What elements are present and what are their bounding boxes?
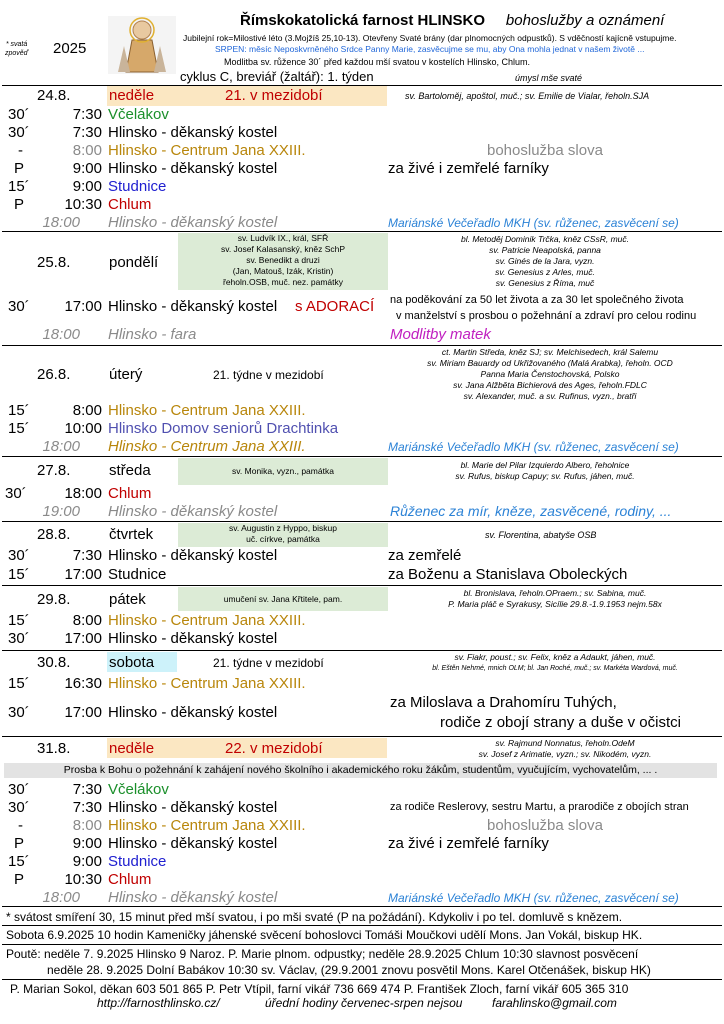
date: 28.8.: [37, 526, 71, 543]
place: Hlinsko - děkanský kostel: [108, 835, 278, 852]
place: Hlinsko - děkanský kostel: [108, 547, 278, 564]
place: Hlinsko - děkanský kostel: [108, 889, 278, 906]
place: Hlinsko - děkanský kostel: [108, 630, 278, 647]
intent: Mariánské Večeřadlo MKH (sv. růženec, zasvěcení se): [388, 440, 679, 454]
weekday: čtvrtek: [109, 526, 154, 543]
date: 26.8.: [37, 366, 71, 383]
saints: sv. Bartoloměj, apoštol, muč.; sv. Emilie de Vialar, řeholn.SJA: [405, 91, 650, 101]
place: Včelákov: [108, 781, 169, 798]
saints: sv. Florentina, abatyše OSB: [485, 530, 597, 540]
liturgy: 21. týdne v mezidobí: [213, 656, 324, 670]
time: 9:00: [72, 835, 102, 852]
minutes: 15´: [8, 853, 30, 870]
time: 18:00: [42, 214, 80, 231]
time: 18:00: [42, 326, 80, 343]
time: 17:00: [64, 630, 102, 647]
place: Hlinsko - fara: [108, 326, 197, 343]
minutes: 30´: [8, 124, 30, 141]
place: Hlinsko - Centrum Jana XXIII.: [108, 675, 306, 692]
page-title: Římskokatolická farnost HLINSKO bohoslužby a oznámení: [240, 12, 665, 29]
minutes: P: [14, 160, 25, 177]
office-hours: úřední hodiny červenec-srpen nejsou: [265, 996, 463, 1010]
time: 18:00: [42, 438, 80, 455]
umysl-label: úmysl mše svaté: [515, 73, 583, 83]
time: 18:00: [42, 889, 80, 906]
place: Hlinsko Domov seniorů Drachtinka: [108, 420, 339, 437]
minutes: 30´: [8, 106, 30, 123]
time: 7:30: [72, 124, 102, 141]
saints: sv. Fiakr, poust.; sv. Felix, kněz a Adaukt, jáhen, muč. bl. Eštěn Nehmé, mnich OLM; bl. Jan Roché, muč.; sv. Markéta Wardová, muč.: [432, 652, 678, 672]
cyklus: cyklus C, breviář (žaltář): 1. týden: [180, 69, 374, 84]
weekday: neděle: [109, 87, 155, 104]
minutes: 15´: [8, 402, 30, 419]
intent: na poděkování za 50 let života a za 30 let společného života: [390, 294, 684, 306]
jubilee-note: Jubilejní rok=Milostivé léto (3.Mojžíš 25,10-13). Otevřeny Svaté brány (dar plnomocných odpustků). S vděčností kajícně vstupujme.: [183, 33, 677, 43]
place: Včelákov: [108, 106, 169, 123]
date: 31.8.: [37, 740, 71, 757]
intent: za Miloslava a Drahomíru Tuhých,: [390, 694, 617, 711]
place: Hlinsko - děkanský kostel: [108, 124, 278, 141]
place: Studnice: [108, 178, 167, 195]
date: 24.8.: [37, 87, 71, 104]
date: 29.8.: [37, 591, 71, 608]
intent: za živé i zemřelé farníky: [388, 160, 549, 177]
intent: za Boženu a Stanislava Oboleckých: [388, 566, 628, 583]
liturgy: 22. v mezidobí: [225, 740, 323, 757]
pilgrimage-info-2: neděle 28. 9.2025 Dolní Babákov 10:30 sv. Václav, (29.9.2001 znovu posvětil Mons. Karel Otčenášek, biskup HK): [47, 963, 651, 977]
intent: Modlitby matek: [390, 326, 491, 343]
minutes: 30´: [8, 298, 30, 315]
saints: bl. Bronislava, řeholn.OPraem.; sv. Sabina, muč. P. Maria pláč e Syrakusy, Sicílie 29.8.-1.9.1953 nejm.58x: [448, 588, 662, 609]
time: 9:00: [72, 853, 102, 870]
intent: Růženec za mír, kněze, zasvěcené, rodiny, ...: [390, 503, 672, 519]
madonna-picture: [108, 16, 176, 74]
time: 7:30: [72, 547, 102, 564]
email-link[interactable]: farahlinsko@gmail.com: [492, 996, 617, 1010]
intent: za rodiče Reslerovy, sestru Martu, a prarodiče z obojích stran: [390, 801, 689, 813]
date: 25.8.: [37, 254, 71, 271]
contacts: P. Marian Sokol, děkan 603 501 865 P. Petr Vtípil, farní vikář 736 669 474 P. František Zloch, farní vikář 605 365 310: [10, 982, 629, 996]
intent: za živé i zemřelé farníky: [388, 835, 549, 852]
year: 2025: [53, 40, 87, 57]
place: Hlinsko - Centrum Jana XXIII.: [108, 402, 306, 419]
time: 8:00: [72, 402, 102, 419]
place: Studnice: [108, 853, 167, 870]
school-year-banner: Prosba k Bohu o požehnání k zahájení nového školního i akademického roku žákům, studentům, vyučujícím, vychovatelům, ... .: [4, 763, 717, 778]
time: 16:30: [64, 675, 102, 692]
time: 7:30: [72, 106, 102, 123]
intent: bohoslužba slova: [487, 817, 603, 834]
place: Chlum: [108, 485, 152, 502]
minutes: 15´: [8, 420, 30, 437]
intent: Mariánské Večeřadlo MKH (sv. růženec, zasvěcení se): [388, 216, 679, 230]
place: Hlinsko - děkanský kostel: [108, 503, 278, 520]
place: Hlinsko - děkanský kostel: [108, 298, 278, 315]
place: Chlum: [108, 196, 152, 213]
minutes: 15´: [8, 566, 30, 583]
adoration: s ADORACÍ: [295, 298, 375, 315]
minutes: 30´: [8, 547, 30, 564]
time: 10:00: [64, 420, 102, 437]
saints: sv. Rajmund Nonnatus, řeholn.OdeM sv. Josef z Arimatie, vyzn.; sv. Nikodém, vyzn.: [478, 738, 652, 759]
minutes: -: [18, 817, 23, 834]
memorial-box: sv. Monika, vyzn., památka: [178, 458, 388, 485]
minutes: 30´: [8, 781, 30, 798]
saints: ct. Martin Středa, kněz SJ; sv. Melchisedech, král Salemu sv. Miriam Bauardy od Ukřižovaného (Malá Arabka), řeholn. OCD Panna Maria Čenstochovská, Polsko sv. Jana Alžběta Bichierová des Ages, řeholn.FDLC sv. Alexander, muč. a sv. Rufinus, vyzn., bratři: [427, 347, 673, 401]
time: 17:00: [64, 298, 102, 315]
liturgy: 21. v mezidobí: [225, 87, 323, 104]
time: 18:00: [64, 485, 102, 502]
place: Hlinsko - děkanský kostel: [108, 704, 278, 721]
place: Hlinsko - děkanský kostel: [108, 214, 278, 231]
liturgy: 21. týdne v mezidobí: [213, 368, 324, 382]
place: Hlinsko - Centrum Jana XXIII.: [108, 142, 306, 159]
august-note: SRPEN: měsíc Neposkvrněného Srdce Panny Marie, zasvěcujme se mu, aby Ona mohla jednat v našem životě ...: [215, 44, 645, 54]
minutes: P: [14, 196, 25, 213]
weekday: sobota: [109, 654, 155, 671]
place: Hlinsko - děkanský kostel: [108, 799, 278, 816]
minutes: 15´: [8, 178, 30, 195]
memorial-box: umučení sv. Jana Křtitele, pam.: [178, 587, 388, 611]
time: 8:00: [72, 142, 102, 159]
minutes: 15´: [8, 675, 30, 692]
minutes: -: [18, 142, 23, 159]
place: Hlinsko - Centrum Jana XXIII.: [108, 438, 306, 455]
memorial-box: sv. Ludvík IX., král, SFŘ sv. Josef Kalasanský, kněz SchP sv. Benedikt a druzi (Jan, Matouš, Izák, Kristin) řeholn.OSB, muč. nez. památky: [178, 233, 388, 290]
weekday: pondělí: [109, 254, 159, 271]
intent: rodiče z obojí strany a duše v očistci: [440, 714, 681, 731]
confession-info: * svátost smíření 30, 15 minut před mší svatou, i po mši svaté (P na požádání). Kdykoliv i po tel. domluvě s knězem.: [6, 910, 623, 924]
place: Studnice: [108, 566, 167, 583]
weekday: neděle: [109, 740, 155, 757]
ordination-info: Sobota 6.9.2025 10 hodin Kameničky jáhenské svěcení bohoslovci Tomáši Moučkovi udělí Mons. Jan Vokál, biskup HK.: [6, 928, 643, 942]
intent: bohoslužba slova: [487, 142, 603, 159]
minutes: 15´: [8, 612, 30, 629]
confession-note: * svatá zpověď: [5, 41, 29, 57]
pilgrimage-info: Poutě: neděle 7. 9.2025 Hlinsko 9 Naroz. P. Marie plnom. odpustky; neděle 28.9.2025 Chlum 10:30 slavnost posvěcení: [6, 947, 639, 961]
time: 9:00: [72, 160, 102, 177]
time: 7:30: [72, 799, 102, 816]
weekday: úterý: [109, 366, 143, 383]
date: 30.8.: [37, 654, 71, 671]
saints: bl. Marie del Pilar Izquierdo Albero, řeholnice sv. Rufus, biskup Capuy; sv. Rufus, jáhen, muč.: [455, 460, 635, 481]
time: 9:00: [72, 178, 102, 195]
saints: bl. Metoděj Dominik Trčka, kněz CSsR, muč. sv. Patricie Neapolská, panna sv. Ginés de la Jara, vyzn. sv. Genesius z Arles, muč. sv. Genesius z Říma, muč: [461, 234, 629, 288]
minutes: 30´: [8, 704, 30, 721]
minutes: P: [14, 871, 25, 888]
place: Chlum: [108, 871, 152, 888]
time: 19:00: [42, 503, 80, 520]
place: Hlinsko - děkanský kostel: [108, 160, 278, 177]
place: Hlinsko - Centrum Jana XXIII.: [108, 817, 306, 834]
intent: v manželství s prosbou o požehnání a zdraví pro celou rodinu: [396, 310, 697, 322]
time: 17:00: [64, 704, 102, 721]
time: 17:00: [64, 566, 102, 583]
weekday: pátek: [109, 591, 146, 608]
time: 8:00: [72, 817, 102, 834]
time: 10:30: [64, 871, 102, 888]
time: 7:30: [72, 781, 102, 798]
intent: Mariánské Večeřadlo MKH (sv. růženec, zasvěcení se): [388, 891, 679, 905]
time: 8:00: [72, 612, 102, 629]
website-link[interactable]: http://farnosthlinsko.cz/: [97, 996, 220, 1010]
weekday: středa: [109, 462, 151, 479]
time: 10:30: [64, 196, 102, 213]
minutes: 30´: [8, 799, 30, 816]
prayer-note: Modlitba sv. růžence 30´ před každou mší svatou v kostelích Hlinsko, Chlum.: [224, 57, 530, 67]
memorial-box: sv. Augustin z Hyppo, biskup uč. církve, památka: [178, 523, 388, 547]
minutes: 30´: [8, 630, 30, 647]
minutes: 30´: [5, 485, 27, 502]
intent: za zemřelé: [388, 547, 462, 564]
minutes: P: [14, 835, 25, 852]
date: 27.8.: [37, 462, 71, 479]
place: Hlinsko - Centrum Jana XXIII.: [108, 612, 306, 629]
